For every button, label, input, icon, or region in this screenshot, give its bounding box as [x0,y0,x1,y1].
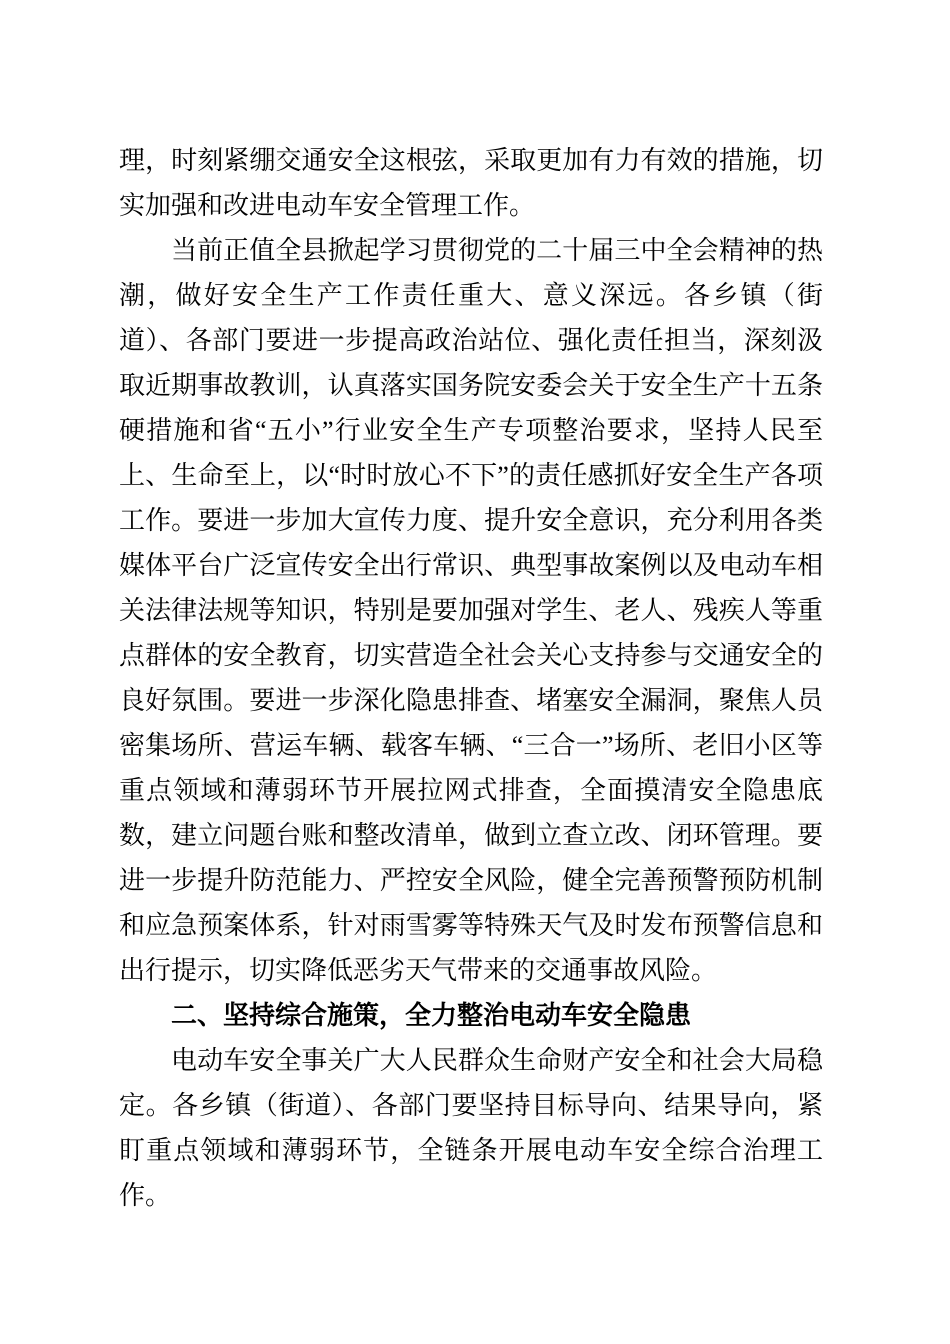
paragraph: 理，时刻紧绷交通安全这根弦，采取更加有力有效的措施，切实加强和改进电动车安全管理工作。 [119,146,823,220]
section-heading: 二、坚持综合施策，全力整治电动车安全隐患 [171,1000,692,1030]
paragraph: 电动车安全事关广大人民群众生命财产安全和社会大局稳定。各乡镇（街道）、各部门要坚持目标导向、结果导向，紧盯重点领域和薄弱环节，全链条开展电动车安全综合治理工作。 [119,1046,823,1210]
document-body [119,138,823,1218]
paragraph: 当前正值全县掀起学习贯彻党的二十届三中全会精神的热潮，做好安全生产工作责任重大、意义深远。各乡镇（街道）、各部门要进一步提高政治站位、强化责任担当，深刻汲取近期事故教训，认真落实国务院安委会关于安全生产十五条硬措施和省“五小”行业安全生产专项整治要求，坚持人民至上、生命至上，以“时时放心不下”的责任感抓好安全生产各项工作。要进一步加大宣传力度、提升安全意识，充分利用各类媒体平台广泛宣传安全出行常识、典型事故案例以及电动车相关法律法规等知识，特别是要加强对学生、老人、残疾人等重点群体的安全教育，切实营造全社会关心支持参与交通安全的良好氛围。要进一步深化隐患排查、堵塞安全漏洞，聚焦人员密集场所、营运车辆、载客车辆、“三合一”场所、老旧小区等重点领域和薄弱环节开展拉网式排查，全面摸清安全隐患底数，建立问题台账和整改清单，做到立查立改、闭环管理。要进一步提升防范能力、严控安全风险，健全完善预警预防机制和应急预案体系，针对雨雪雾等特殊天气及时发布预警信息和出行提示，切实降低恶劣天气带来的交通事故风险。 [119,236,823,985]
